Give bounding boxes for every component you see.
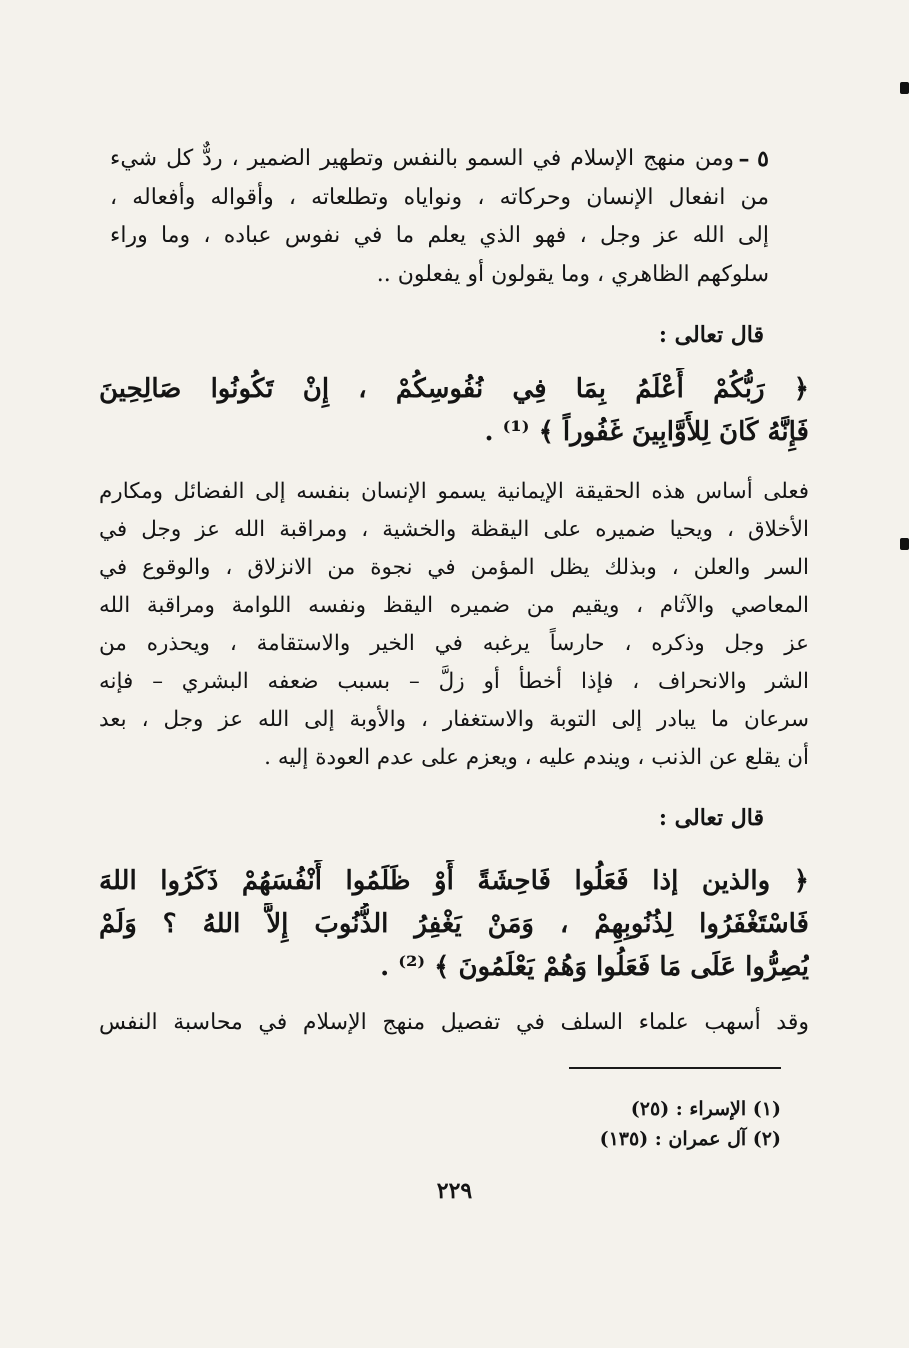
- text-line: وقد أسهب علماء السلف في تفصيل منهج الإسلام في محاسبة النفس: [99, 1010, 809, 1035]
- text-line: السر والعلن ، وبذلك يظل المؤمن في نجوة من الانزلاق ، والوقوع في: [99, 555, 809, 580]
- text-line: المعاصي والآثام ، ويقيم من ضميره اليقظ ونفسه اللوامة ومراقبة الله: [99, 593, 809, 618]
- verse-line: ﴿ رَبُّكُمْ أَعْلَمُ بِمَا فِي نُفُوسِكُمْ ، إِنْ تَكُونُوا صَالِحِينَ: [99, 374, 809, 404]
- quran-verse-2: [99, 860, 809, 989]
- footnote-divider: [569, 1067, 781, 1069]
- scan-mark: [900, 82, 909, 94]
- text-line: ومن منهج الإسلام في السمو بالنفس وتطهير الضمير ، ردٌّ كل شيء: [110, 146, 734, 171]
- footnotes: [600, 1094, 781, 1154]
- text-line: فعلى أساس هذه الحقيقة الإيمانية يسمو الإنسان بنفسه إلى الفضائل ومكارم: [99, 479, 809, 504]
- body-paragraph: [99, 473, 809, 777]
- text-line: إلى الله عز وجل ، فهو الذي يعلم ما في نفوس عباده ، وما وراء: [110, 223, 769, 248]
- verse-line: يُصِرُّوا عَلَى مَا فَعَلُوا وَهُمْ يَعْلَمُونَ ﴾ ⁽²⁾ .: [380, 952, 809, 982]
- quran-verse-1: [99, 368, 809, 454]
- text-line: عز وجل وذكره ، حارساً يرغبه في الخير والاستقامة ، ويحذره من: [99, 631, 809, 656]
- verse-line: فَإِنَّهُ كَانَ لِلأَوَّابِينَ غَفُوراً ﴾ ⁽¹⁾ .: [484, 417, 809, 447]
- text-line: الأخلاق ، ويحيا ضميره على اليقظة والخشية ، ومراقبة الله عز وجل في: [99, 517, 809, 542]
- footnote: (١) الإسراء : (٢٥): [630, 1098, 781, 1120]
- verse-line: ﴿ والذين إذا فَعَلُوا فَاحِشَةً أَوْ ظَلَمُوا أَنْفُسَهُمْ ذَكَرُوا اللهَ: [99, 866, 809, 896]
- text-line: سرعان ما يبادر إلى التوبة والاستغفار ، والأوبة إلى الله عز وجل ، بعد: [99, 707, 809, 732]
- body-paragraph-continued: [99, 1004, 809, 1042]
- item-number: ٥ –: [738, 146, 769, 172]
- page-number: ٢٢٩: [436, 1178, 473, 1204]
- text-line: سلوكهم الظاهري ، وما يقولون أو يفعلون ..: [376, 261, 769, 287]
- item-5-paragraph: [110, 140, 769, 294]
- verse-intro: قال تعالى :: [658, 322, 764, 348]
- verse-line: فَاسْتَغْفَرُوا لِذُنُوبِهِمْ ، وَمَنْ يَغْفِرُ الذُّنُوبَ إِلاَّ اللهُ ؟ وَلَمْ: [99, 909, 809, 939]
- scan-mark: [900, 538, 909, 550]
- text-line: الشر والانحراف ، فإذا أخطأ أو زلَّ – بسبب ضعفه البشري – فإنه: [99, 669, 809, 694]
- text-line: أن يقلع عن الذنب ، ويندم عليه ، ويعزم على عدم العودة إليه .: [264, 745, 809, 770]
- footnote: (٢) آل عمران : (١٣٥): [599, 1128, 781, 1150]
- text-line: من انفعال الإنسان وحركاته ، ونواياه وتطلعاته ، وأقواله وأفعاله ،: [110, 184, 769, 210]
- verse-intro: قال تعالى :: [658, 805, 764, 831]
